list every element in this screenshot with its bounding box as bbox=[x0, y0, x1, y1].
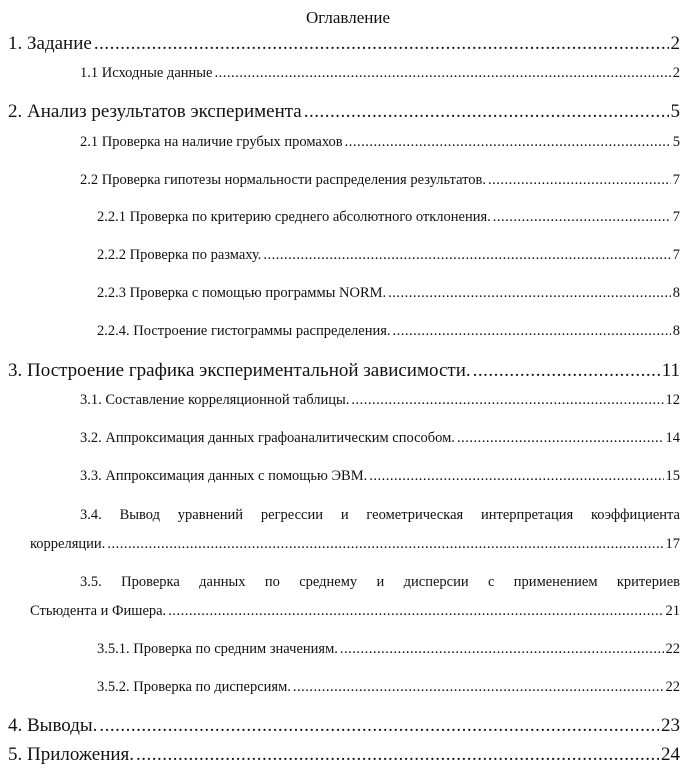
toc-entry-5[interactable] bbox=[8, 744, 680, 766]
toc-label: 2.2.4. Построение гистограммы распределения. bbox=[97, 323, 391, 339]
leader-dots bbox=[304, 101, 669, 123]
leader-dots bbox=[369, 468, 663, 485]
leader-dots bbox=[94, 33, 669, 55]
toc-entry-2-2-3[interactable] bbox=[97, 285, 680, 302]
toc-entry-1[interactable] bbox=[8, 33, 680, 55]
toc-label: 3.2. Аппроксимация данных графоаналитическим способом. bbox=[80, 430, 455, 446]
leader-dots bbox=[136, 744, 659, 766]
leader-dots bbox=[488, 172, 671, 189]
toc-title: Оглавление bbox=[306, 8, 390, 27]
toc-entry-3-5[interactable] bbox=[30, 603, 680, 620]
leader-dots bbox=[293, 679, 664, 696]
toc-entry-2-2-2[interactable] bbox=[97, 247, 680, 264]
toc-entry-2-1[interactable] bbox=[80, 134, 680, 151]
toc-label: 2.1 Проверка на наличие грубых промахов bbox=[80, 134, 343, 150]
toc-page: 15 bbox=[665, 468, 680, 484]
toc-label: 3. Построение графика экспериментальной зависимости. bbox=[8, 360, 471, 381]
leader-dots bbox=[351, 392, 663, 409]
toc-page: 2 bbox=[672, 65, 680, 81]
toc-entry-3-2[interactable] bbox=[80, 430, 680, 447]
toc-page: 7 bbox=[672, 172, 680, 188]
toc-page: 8 bbox=[672, 285, 680, 301]
toc-page: 22 bbox=[665, 679, 680, 695]
toc-label: 3.5.1. Проверка по средним значениям. bbox=[97, 641, 338, 657]
toc-label: корреляции. bbox=[30, 536, 106, 552]
toc-label: Стьюдента и Фишера. bbox=[30, 603, 167, 619]
toc-page: 17 bbox=[665, 536, 680, 552]
toc-label: 2. Анализ результатов эксперимента bbox=[8, 101, 302, 122]
leader-dots bbox=[345, 134, 671, 151]
toc-entry-2[interactable] bbox=[8, 101, 680, 123]
leader-dots bbox=[393, 323, 671, 340]
toc-page: 5 bbox=[672, 134, 680, 150]
leader-dots bbox=[473, 360, 660, 382]
toc-entry-4[interactable] bbox=[8, 715, 680, 737]
toc-entry-3-1[interactable] bbox=[80, 392, 680, 409]
leader-dots bbox=[388, 285, 671, 302]
toc-label: 5. Приложения. bbox=[8, 744, 135, 765]
leader-dots bbox=[340, 641, 664, 658]
toc-label: 1.1 Исходные данные bbox=[80, 65, 213, 81]
toc-label: 3.1. Составление корреляционной таблицы. bbox=[80, 392, 350, 408]
toc-page: 5 bbox=[670, 101, 680, 122]
toc-entry-3-5-2[interactable] bbox=[97, 679, 680, 696]
toc-page: 7 bbox=[672, 247, 680, 263]
toc-label: 2.2.2 Проверка по размаху. bbox=[97, 247, 262, 263]
toc-page: 22 bbox=[665, 641, 680, 657]
toc-entry-2-2[interactable] bbox=[80, 172, 680, 189]
toc-entry-3-4[interactable] bbox=[30, 536, 680, 553]
toc-page: 2 bbox=[670, 33, 680, 54]
leader-dots bbox=[168, 603, 663, 620]
leader-dots bbox=[263, 247, 670, 264]
toc-entry-1-1[interactable] bbox=[80, 65, 680, 82]
toc-page: 21 bbox=[665, 603, 680, 619]
toc-page: 14 bbox=[665, 430, 680, 446]
toc-page: 24 bbox=[661, 744, 680, 765]
toc-label: 2.2 Проверка гипотезы нормальности распределения результатов. bbox=[80, 172, 486, 188]
leader-dots bbox=[99, 715, 659, 737]
toc-label: 2.2.1 Проверка по критерию среднего абсолютного отклонения. bbox=[97, 209, 491, 225]
leader-dots bbox=[214, 65, 670, 82]
leader-dots bbox=[493, 209, 671, 226]
toc-label: 4. Выводы. bbox=[8, 715, 98, 736]
toc-entry-3[interactable] bbox=[8, 360, 680, 382]
toc-label: 3.5.2. Проверка по дисперсиям. bbox=[97, 679, 291, 695]
toc-entry-3-4-line1[interactable]: 3.4. Вывод уравнений регрессии и геометрическая интерпретация коэффициента bbox=[80, 507, 680, 523]
toc-page: 23 bbox=[661, 715, 680, 736]
toc-label: 1. Задание bbox=[8, 33, 92, 54]
leader-dots bbox=[457, 430, 664, 447]
toc-page: 8 bbox=[672, 323, 680, 339]
leader-dots bbox=[107, 536, 663, 553]
toc-page: 12 bbox=[665, 392, 680, 408]
toc-page: 11 bbox=[661, 360, 680, 381]
toc-entry-3-5-1[interactable] bbox=[97, 641, 680, 658]
toc-page: 7 bbox=[672, 209, 680, 225]
toc-entry-2-2-1[interactable] bbox=[97, 209, 680, 226]
toc-label: 2.2.3 Проверка с помощью программы NORM. bbox=[97, 285, 387, 301]
toc-entry-3-3[interactable] bbox=[80, 468, 680, 485]
toc-entry-2-2-4[interactable] bbox=[97, 323, 680, 340]
toc-label: 3.3. Аппроксимация данных с помощью ЭВМ. bbox=[80, 468, 368, 484]
toc-entry-3-5-line1[interactable]: 3.5. Проверка данных по среднему и дисперсии с применением критериев bbox=[80, 574, 680, 590]
